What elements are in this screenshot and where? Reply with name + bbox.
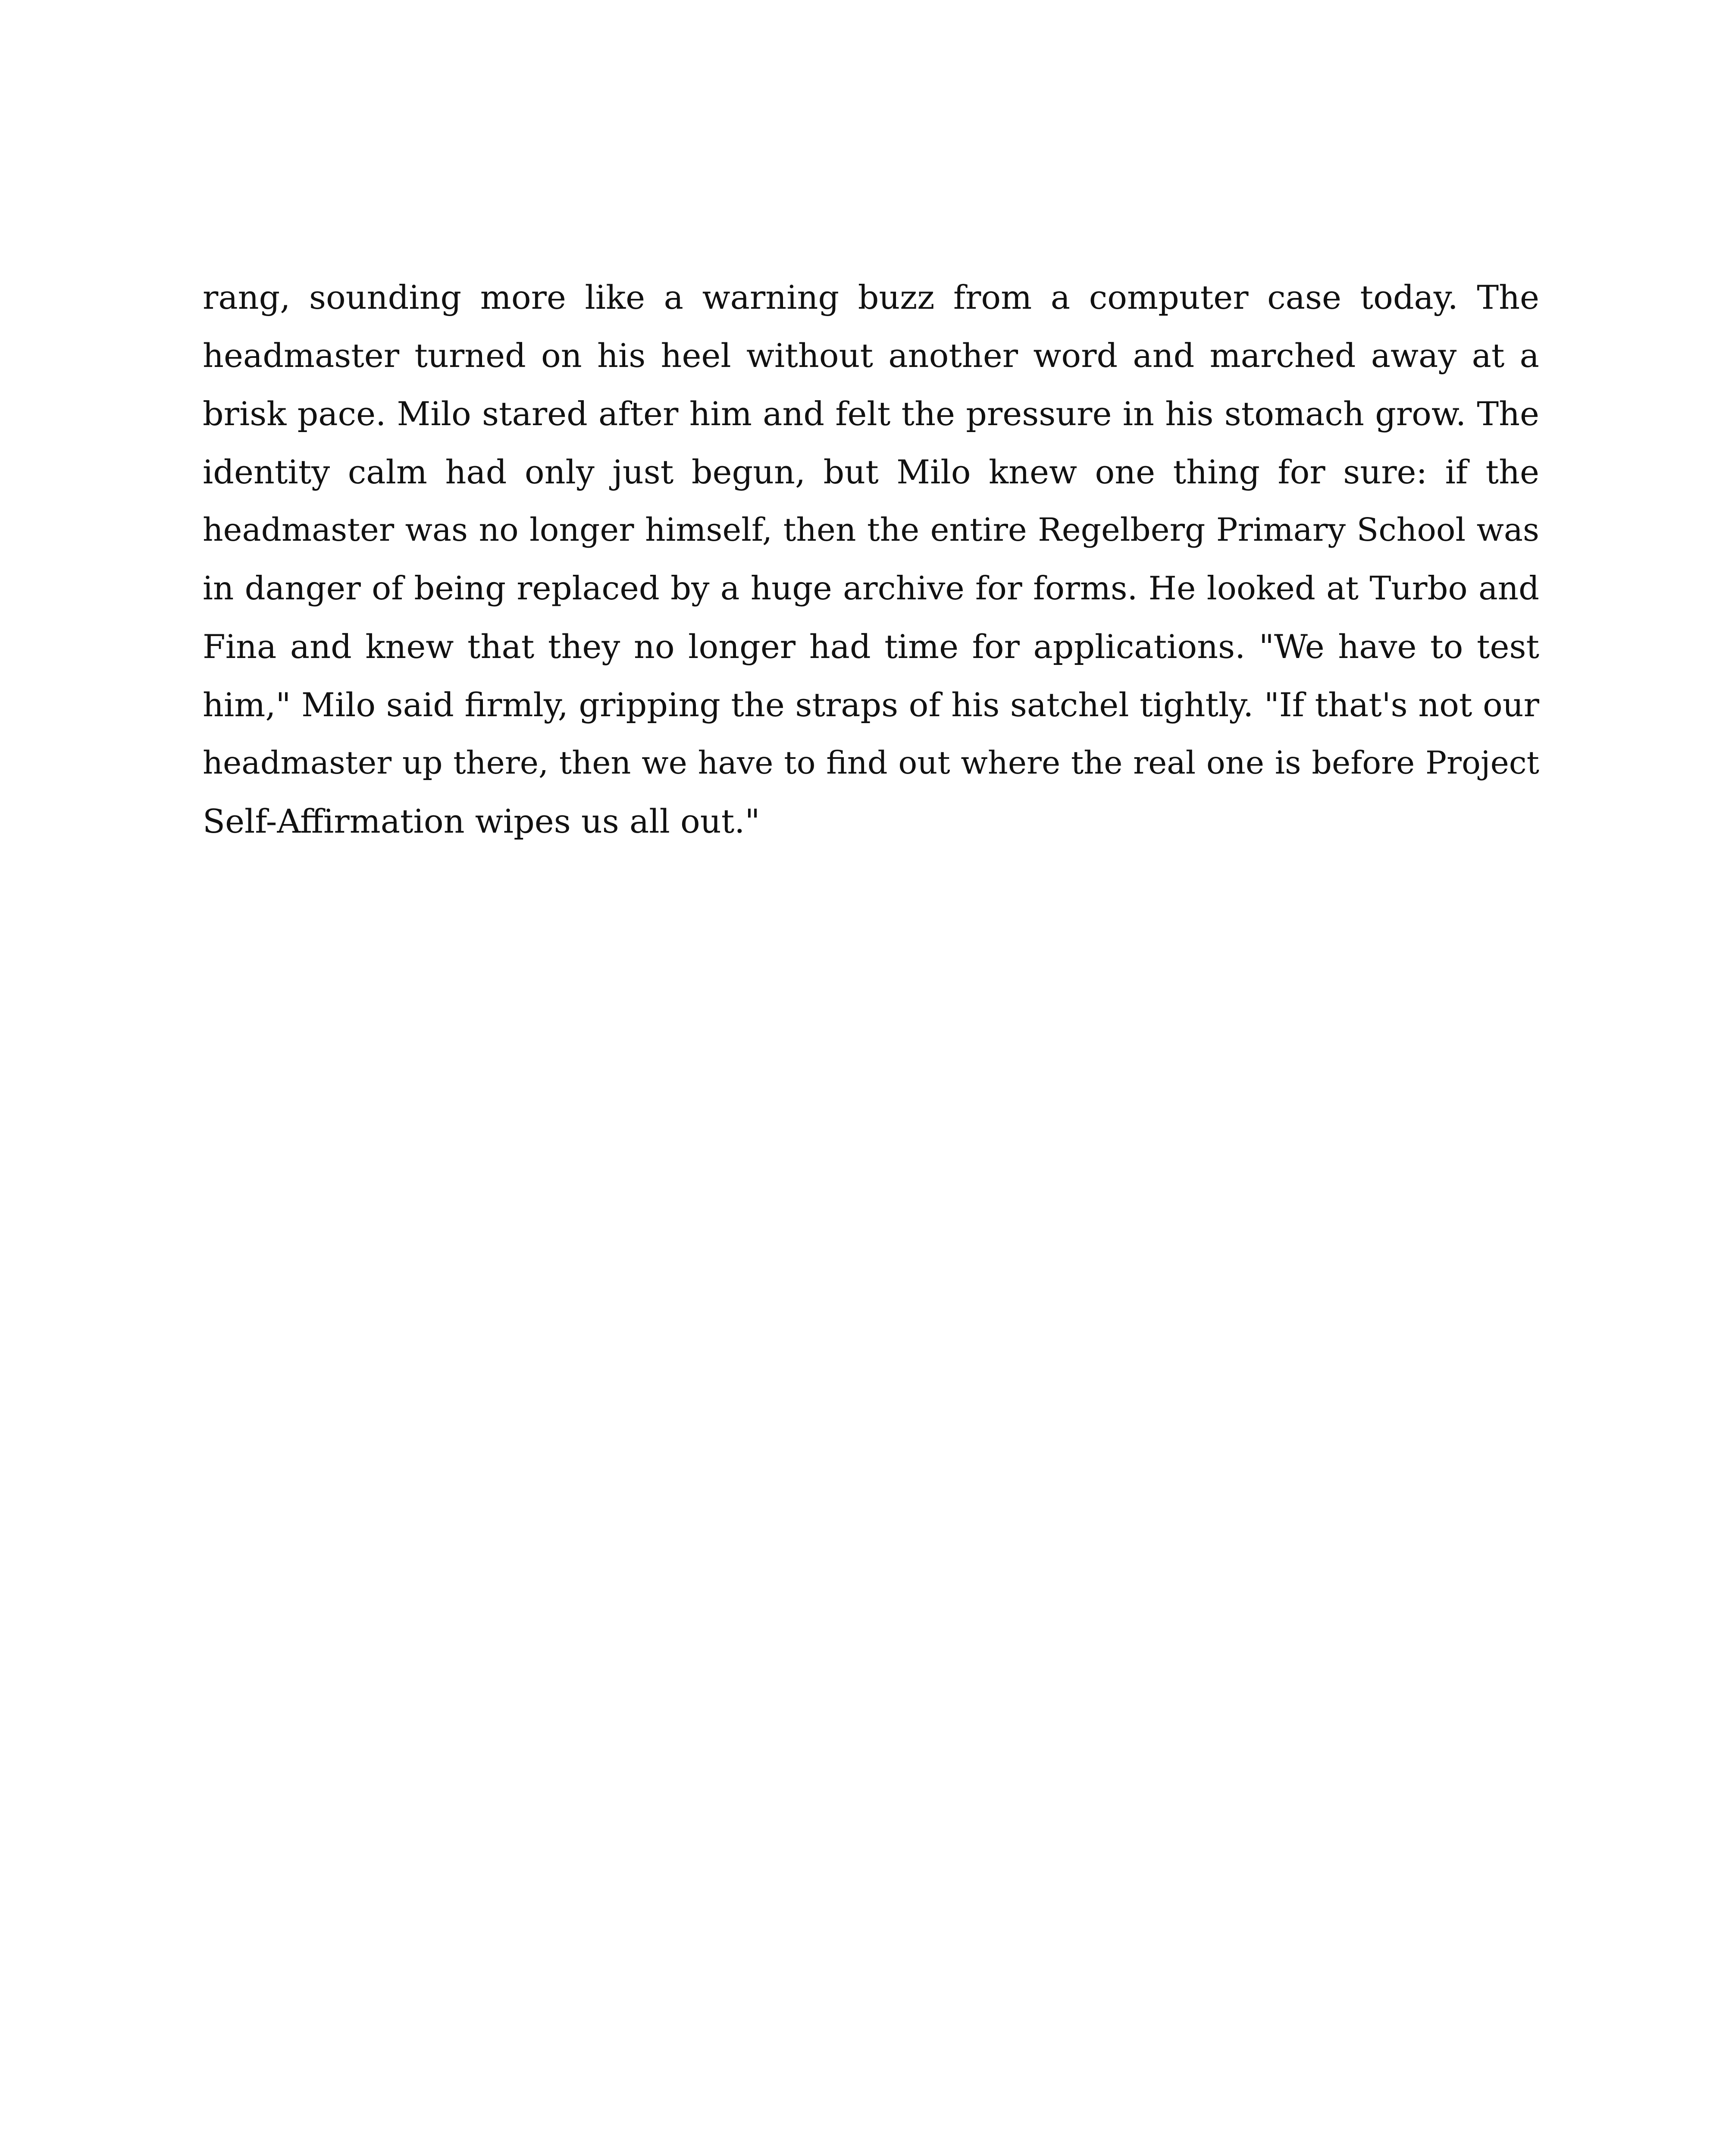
paragraph-line: headmaster was no longer himself, then the entire Regelberg Primary School was bbox=[203, 511, 1539, 548]
paragraph-line: in danger of being replaced by a huge archive for forms. He looked at Turbo and bbox=[203, 569, 1539, 607]
paragraph-line: headmaster up there, then we have to find out where the real one is before Project bbox=[203, 745, 1539, 781]
paragraph-line: headmaster turned on his heel without another word and marched away at a bbox=[203, 336, 1539, 375]
paragraph-line: him," Milo said firmly, gripping the straps of his satchel tightly. "If that's not our bbox=[203, 686, 1539, 724]
paragraph-line: identity calm had only just begun, but Milo knew one thing for sure: if the bbox=[203, 453, 1539, 491]
paragraph-line: brisk pace. Milo stared after him and felt the pressure in his stomach grow. The bbox=[203, 395, 1539, 433]
body-paragraph bbox=[203, 268, 1539, 850]
paragraph-line: Self-Affirmation wipes us all out." bbox=[203, 802, 760, 840]
paragraph-line: rang, sounding more like a warning buzz from a computer case today. The bbox=[203, 278, 1539, 317]
paragraph-line: Fina and knew that they no longer had time for applications. "We have to test bbox=[203, 627, 1539, 666]
